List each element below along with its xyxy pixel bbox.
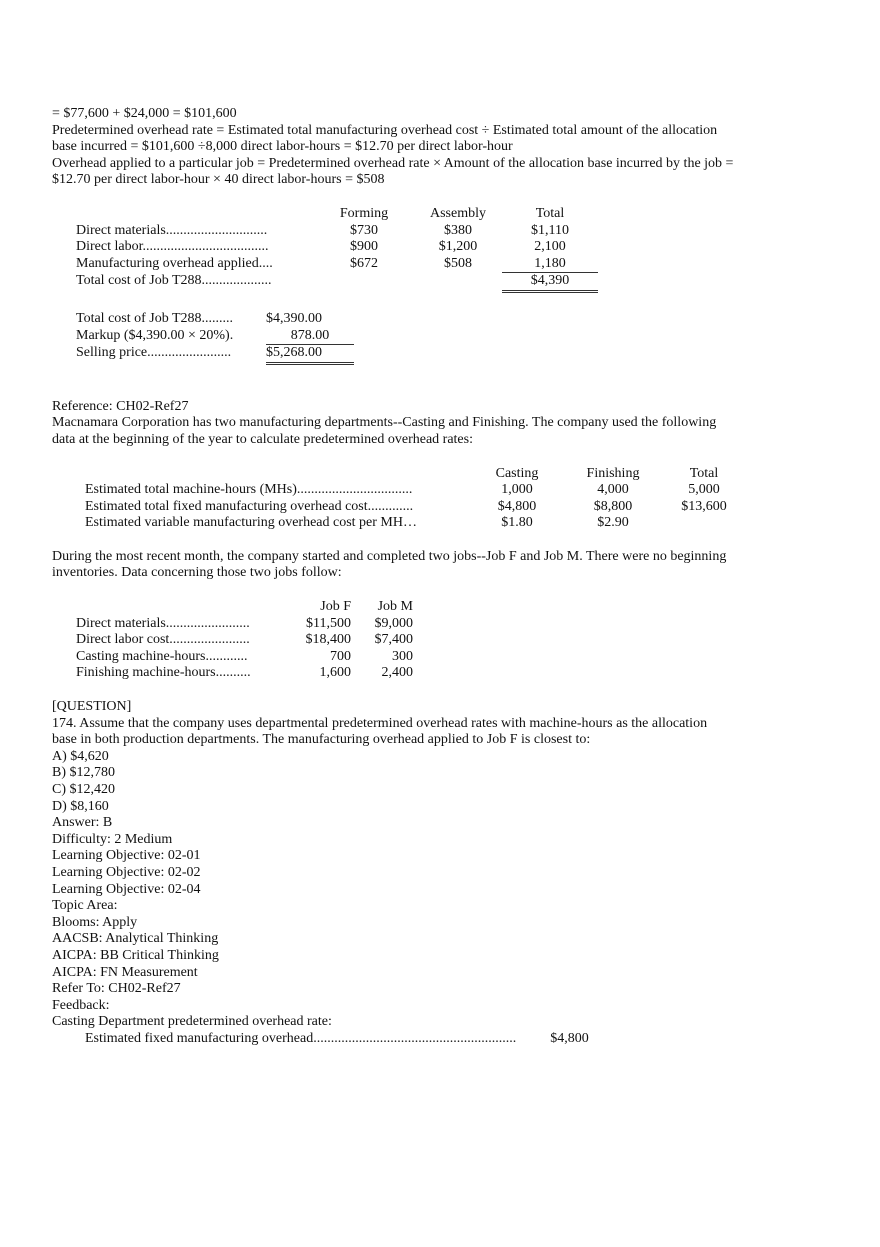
text-line: Learning Objective: 02-02 — [52, 864, 201, 880]
text-line: $12.70 per direct labor-hour × 40 direct labor-hours = $508 — [52, 172, 385, 188]
cell: $900 — [350, 239, 378, 255]
cell: 878.00 — [266, 328, 354, 345]
feedback-value: $4,800 — [550, 1030, 589, 1046]
table-row — [76, 345, 354, 364]
jobs-table — [76, 599, 413, 682]
text-line: base incurred = $101,600 ÷8,000 direct labor-hours = $12.70 per direct labor-hour — [52, 139, 513, 155]
cell: 1,000 — [501, 482, 533, 498]
column-header: Casting — [495, 465, 539, 481]
text-line: Topic Area: — [52, 898, 118, 914]
cell: $672 — [350, 255, 378, 271]
row-label: Direct labor cost....................... — [76, 632, 250, 648]
table-row — [76, 649, 413, 666]
cell: $4,390.00 — [266, 310, 322, 326]
cell: $7,400 — [374, 632, 413, 648]
table-row — [76, 311, 354, 328]
cell — [314, 273, 414, 292]
row-label: Estimated total machine-hours (MHs)................................. — [85, 482, 413, 498]
table-row — [76, 616, 413, 633]
cell: 1,180 — [502, 256, 598, 273]
feedback-label: Estimated fixed manufacturing overhead.......................................................... — [85, 1030, 517, 1046]
table-row — [76, 239, 598, 256]
column-header: Total — [689, 465, 719, 481]
cell: $1,110 — [531, 222, 569, 238]
cell: $1.80 — [501, 515, 533, 531]
text-line: [QUESTION] — [52, 699, 132, 715]
answer-option: D) $8,160 — [52, 798, 109, 814]
cell: $1,200 — [438, 239, 478, 255]
selling-price-table — [76, 311, 354, 365]
answer-option: A) $4,620 — [52, 748, 109, 764]
text-line: Learning Objective: 02-01 — [52, 848, 201, 864]
column-header: Assembly — [430, 205, 486, 221]
row-label: Total cost of Job T288......... — [76, 310, 234, 326]
row-label: Markup ($4,390.00 × 20%). — [76, 327, 234, 343]
row-label: Finishing machine-hours.......... — [76, 665, 251, 681]
row-label: Direct labor.................................... — [76, 239, 269, 255]
table-row — [76, 256, 598, 273]
text-line: 174. Assume that the company uses departmental predetermined overhead rates with machine-hours as the allocation — [52, 715, 708, 731]
cell: 2,400 — [381, 665, 413, 681]
text-line: Casting Department predetermined overhead rate: — [52, 1014, 332, 1030]
cell: $730 — [350, 222, 378, 238]
cell: 5,000 — [688, 482, 720, 498]
text-line: data at the beginning of the year to calculate predetermined overhead rates: — [52, 431, 473, 447]
row-label: Total cost of Job T288.................... — [76, 272, 272, 288]
row-label: Casting machine-hours............ — [76, 648, 248, 664]
text-line: Feedback: — [52, 997, 110, 1013]
reference-line: Reference: CH02-Ref27 — [52, 398, 189, 414]
table-row — [76, 328, 354, 345]
column-header: Job F — [320, 599, 351, 615]
computation-lines — [52, 106, 842, 189]
column-header: Forming — [339, 205, 389, 221]
cell: $8,800 — [593, 498, 633, 514]
cell: $2.90 — [597, 515, 629, 531]
table-header-row — [76, 599, 413, 616]
row-label: Selling price........................ — [76, 344, 232, 360]
document-page — [52, 106, 842, 1048]
table-row — [85, 515, 749, 532]
cell — [659, 515, 749, 532]
text-line: Predetermined overhead rate = Estimated total manufacturing overhead cost ÷ Estimated total amount of the allocation — [52, 122, 718, 138]
text-line: AICPA: FN Measurement — [52, 964, 198, 980]
cell: $380 — [444, 222, 472, 238]
cell: $9,000 — [374, 615, 413, 631]
row-label: Manufacturing overhead applied.... — [76, 255, 273, 271]
cell: $4,800 — [497, 498, 537, 514]
table-row — [76, 665, 413, 682]
estimates-table — [85, 466, 749, 532]
column-header: Total — [535, 205, 565, 221]
text-line: Refer To: CH02-Ref27 — [52, 981, 181, 997]
cell: $11,500 — [306, 615, 351, 631]
question-block — [52, 699, 842, 1047]
table-header-row — [76, 206, 598, 223]
text-line: Macnamara Corporation has two manufacturing departments--Casting and Finishing. The company used the following — [52, 415, 717, 431]
row-label: Estimated total fixed manufacturing overhead cost............. — [85, 498, 414, 514]
row-label: Estimated variable manufacturing overhead cost per MH… — [85, 515, 417, 531]
cell: $13,600 — [681, 498, 727, 514]
answer-option: C) $12,420 — [52, 782, 115, 797]
cell: $508 — [444, 255, 472, 271]
cell: 300 — [392, 648, 413, 664]
text-line: AACSB: Analytical Thinking — [52, 931, 219, 947]
table-row — [76, 632, 413, 649]
cell: $4,390 — [502, 273, 598, 292]
text-line: base in both production departments. The manufacturing overhead applied to Job F is closest to: — [52, 732, 591, 748]
column-header: Finishing — [586, 465, 640, 481]
text-line: = $77,600 + $24,000 = $101,600 — [52, 106, 237, 121]
feedback-row — [52, 1031, 842, 1048]
column-header: Job M — [377, 599, 413, 615]
text-line: Blooms: Apply — [52, 914, 138, 930]
text-line: inventories. Data concerning those two jobs follow: — [52, 565, 342, 581]
cell: 4,000 — [597, 482, 629, 498]
table-header-row — [85, 466, 749, 483]
cell: 700 — [330, 648, 351, 664]
text-line: Difficulty: 2 Medium — [52, 831, 173, 847]
text-line: AICPA: BB Critical Thinking — [52, 947, 219, 963]
cell: 1,600 — [319, 665, 351, 681]
table-row — [76, 273, 598, 292]
text-line: During the most recent month, the company started and completed two jobs--Job F and Job M. There were no beginning — [52, 548, 727, 564]
table-row — [85, 482, 749, 499]
text-line: Learning Objective: 02-04 — [52, 881, 201, 897]
text-line: Answer: B — [52, 815, 113, 831]
text-line: Overhead applied to a particular job = Predetermined overhead rate × Amount of the allocation base incurred by the job = — [52, 155, 734, 171]
table-row — [85, 499, 749, 516]
job-cost-table — [76, 206, 598, 293]
cell — [414, 273, 502, 292]
table-row — [76, 223, 598, 240]
cell: 2,100 — [534, 239, 566, 255]
cell: $18,400 — [305, 632, 351, 648]
cell: $5,268.00 — [266, 345, 354, 364]
row-label: Direct materials........................ — [76, 615, 250, 631]
row-label: Direct materials............................. — [76, 222, 268, 238]
answer-option: B) $12,780 — [52, 765, 115, 781]
